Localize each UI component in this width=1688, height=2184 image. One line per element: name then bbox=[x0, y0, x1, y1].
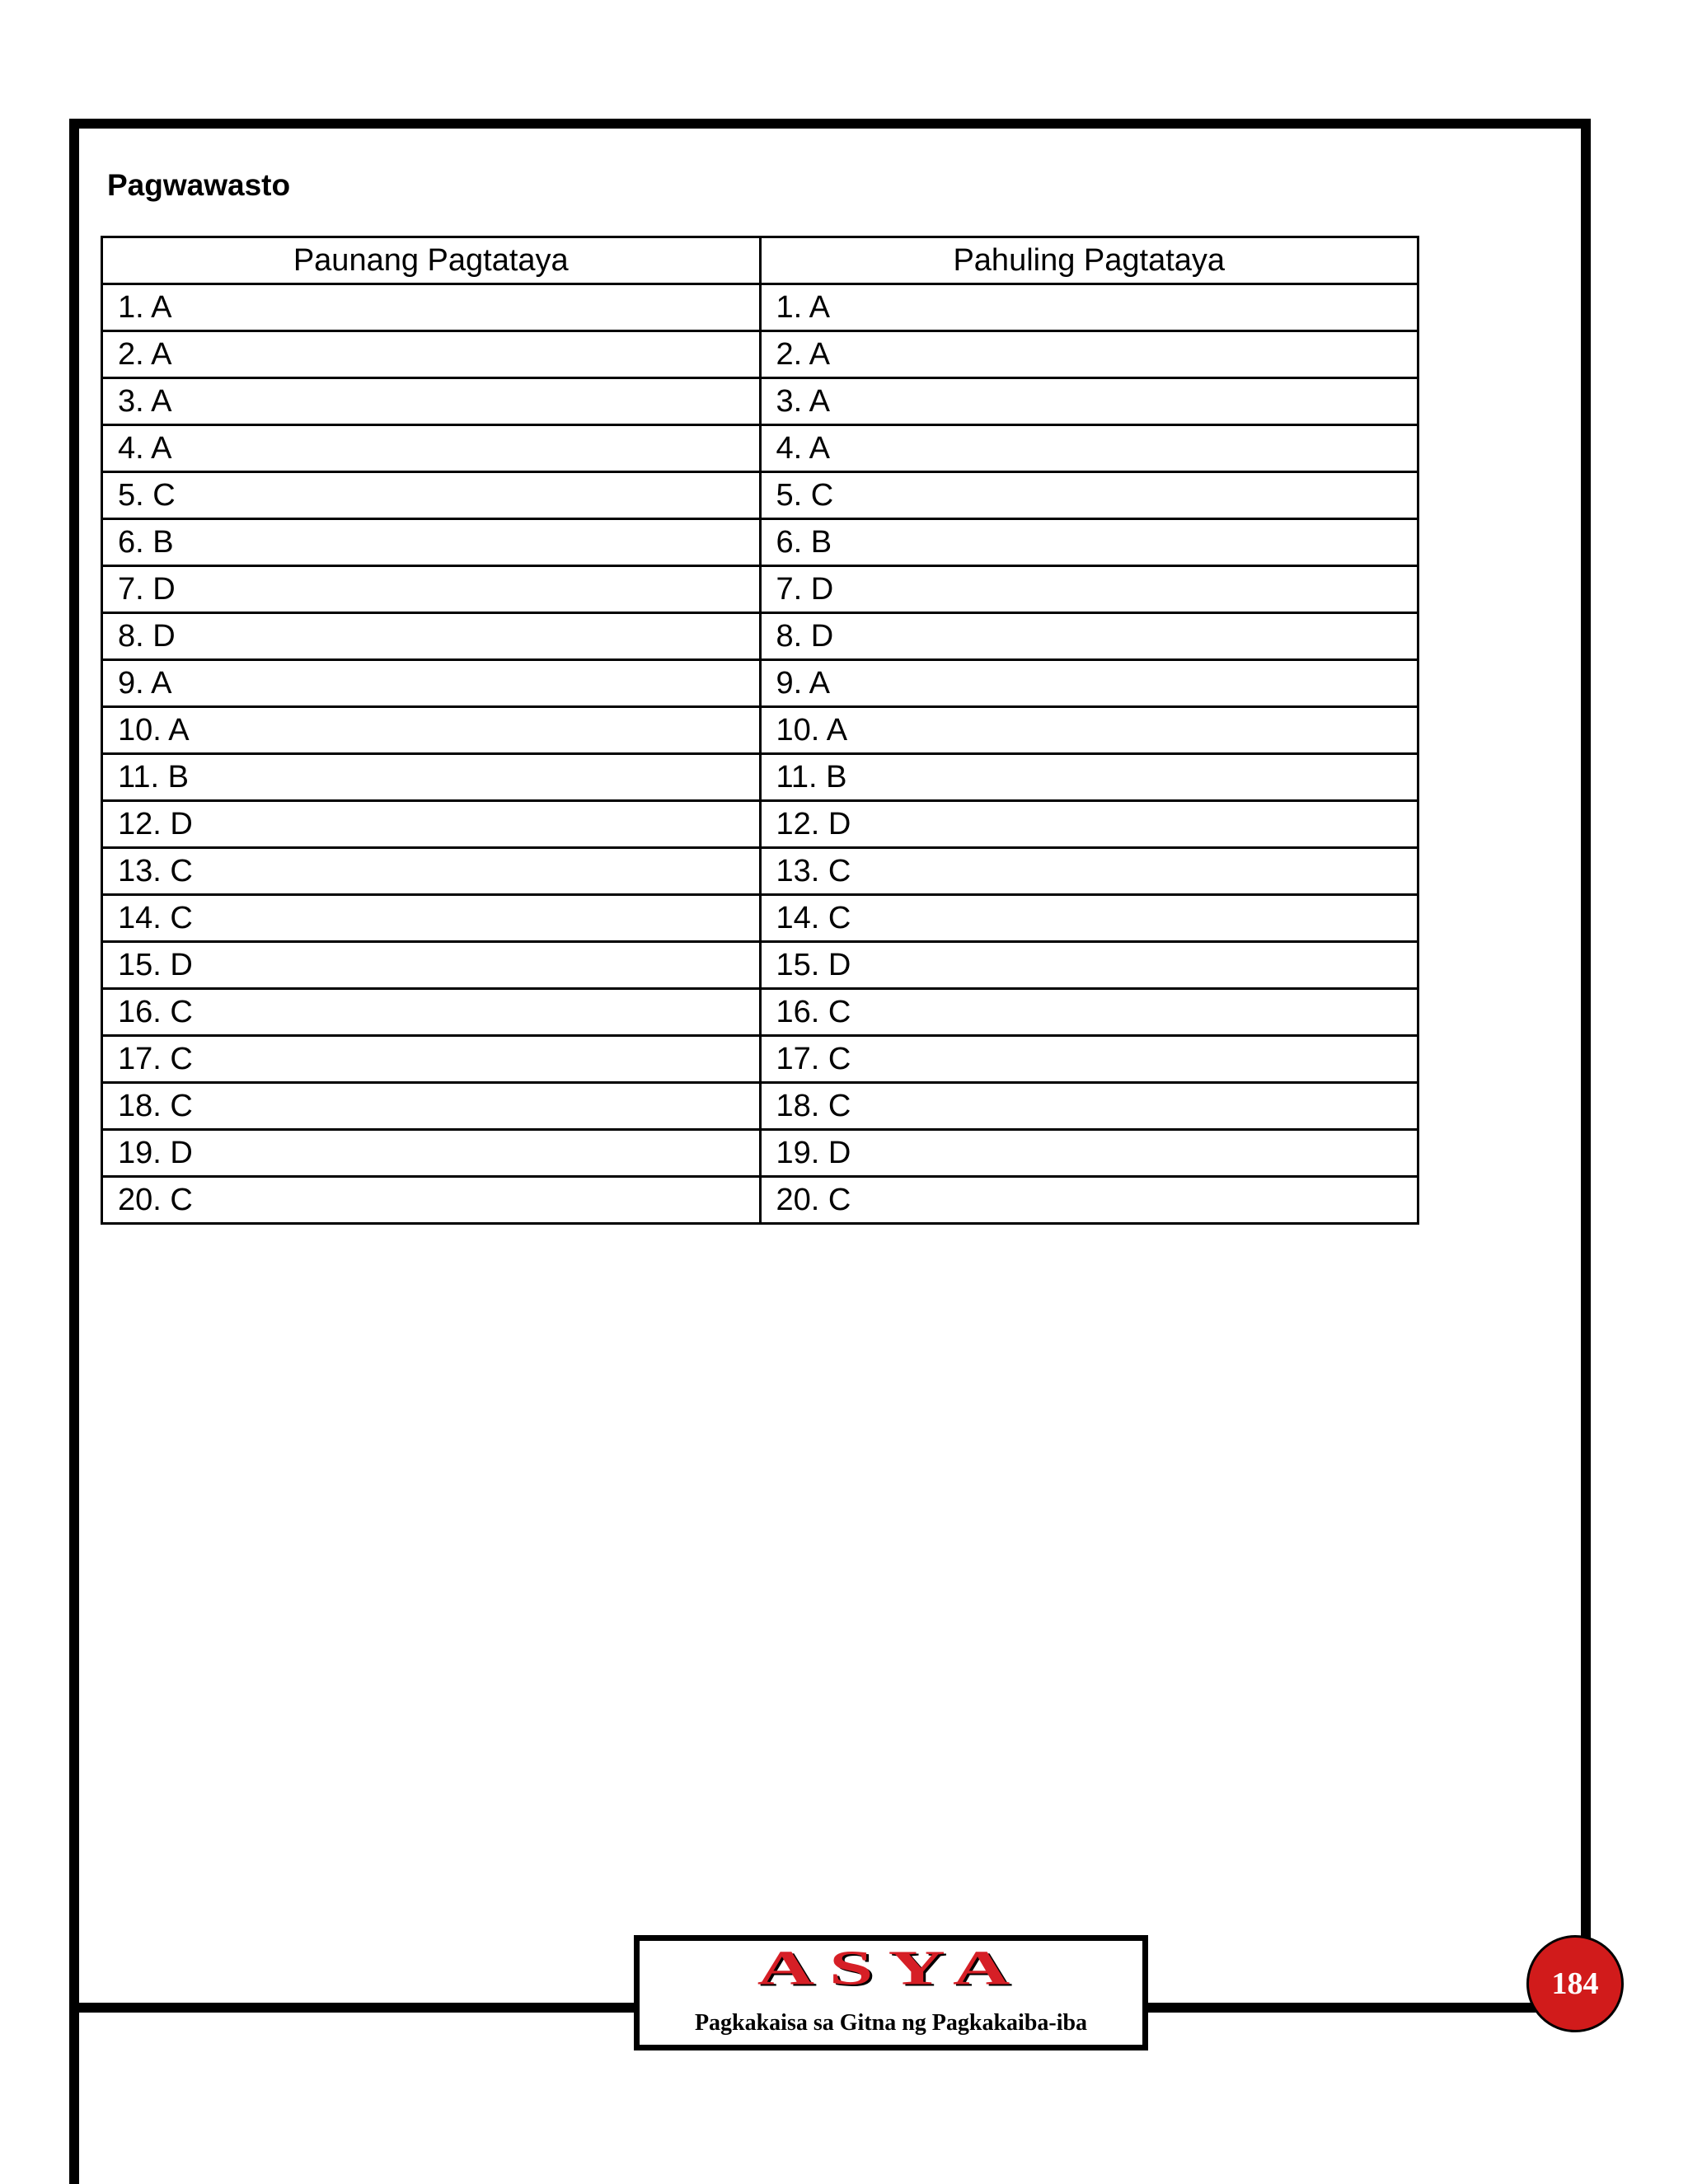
posttest-answer: 20. C bbox=[760, 1177, 1418, 1224]
table-row bbox=[102, 942, 1418, 989]
page-frame-top bbox=[69, 119, 1591, 129]
pretest-answer: 6. B bbox=[102, 519, 761, 566]
pretest-answer: 17. C bbox=[102, 1036, 761, 1083]
pretest-answer: 4. A bbox=[102, 425, 761, 472]
table-row bbox=[102, 425, 1418, 472]
posttest-answer: 13. C bbox=[760, 848, 1418, 895]
column-header-posttest: Pahuling Pagtataya bbox=[760, 237, 1418, 284]
pretest-answer: 14. C bbox=[102, 895, 761, 942]
table-row bbox=[102, 284, 1418, 331]
answer-key-table bbox=[101, 236, 1419, 1225]
pretest-answer: 16. C bbox=[102, 989, 761, 1036]
posttest-answer: 10. A bbox=[760, 707, 1418, 754]
pretest-answer: 5. C bbox=[102, 472, 761, 519]
table-row bbox=[102, 566, 1418, 613]
posttest-answer: 8. D bbox=[760, 613, 1418, 660]
table-row bbox=[102, 472, 1418, 519]
posttest-answer: 15. D bbox=[760, 942, 1418, 989]
pretest-answer: 1. A bbox=[102, 284, 761, 331]
posttest-answer: 17. C bbox=[760, 1036, 1418, 1083]
posttest-answer: 1. A bbox=[760, 284, 1418, 331]
table-row bbox=[102, 1083, 1418, 1130]
table-row bbox=[102, 848, 1418, 895]
table-row bbox=[102, 613, 1418, 660]
pretest-answer: 3. A bbox=[102, 378, 761, 425]
table-row bbox=[102, 707, 1418, 754]
pretest-answer: 20. C bbox=[102, 1177, 761, 1224]
table-row bbox=[102, 660, 1418, 707]
table-row bbox=[102, 331, 1418, 378]
table-row bbox=[102, 1177, 1418, 1224]
pretest-answer: 9. A bbox=[102, 660, 761, 707]
pretest-answer: 18. C bbox=[102, 1083, 761, 1130]
pretest-answer: 13. C bbox=[102, 848, 761, 895]
pretest-answer: 11. B bbox=[102, 754, 761, 801]
logo-tagline: Pagkakaisa sa Gitna ng Pagkakaiba-iba bbox=[694, 2010, 1088, 2036]
posttest-answer: 16. C bbox=[760, 989, 1418, 1036]
column-header-pretest: Paunang Pagtataya bbox=[102, 237, 761, 284]
page-number-badge bbox=[1526, 1935, 1624, 2032]
posttest-answer: 12. D bbox=[760, 801, 1418, 848]
table-row bbox=[102, 1130, 1418, 1177]
posttest-answer: 9. A bbox=[760, 660, 1418, 707]
pretest-answer: 8. D bbox=[102, 613, 761, 660]
posttest-answer: 14. C bbox=[760, 895, 1418, 942]
posttest-answer: 6. B bbox=[760, 519, 1418, 566]
table-row bbox=[102, 895, 1418, 942]
pretest-answer: 10. A bbox=[102, 707, 761, 754]
posttest-answer: 18. C bbox=[760, 1083, 1418, 1130]
posttest-answer: 2. A bbox=[760, 331, 1418, 378]
posttest-answer: 7. D bbox=[760, 566, 1418, 613]
table-row bbox=[102, 801, 1418, 848]
asya-logo bbox=[634, 1935, 1148, 2050]
section-title: Pagwawasto bbox=[107, 168, 291, 202]
page-number: 184 bbox=[1551, 1966, 1599, 2001]
table-row bbox=[102, 378, 1418, 425]
posttest-answer: 4. A bbox=[760, 425, 1418, 472]
posttest-answer: 11. B bbox=[760, 754, 1418, 801]
table-header-row bbox=[102, 237, 1418, 284]
pretest-answer: 12. D bbox=[102, 801, 761, 848]
pretest-answer: 19. D bbox=[102, 1130, 761, 1177]
posttest-answer: 5. C bbox=[760, 472, 1418, 519]
pretest-answer: 7. D bbox=[102, 566, 761, 613]
pretest-answer: 15. D bbox=[102, 942, 761, 989]
posttest-answer: 19. D bbox=[760, 1130, 1418, 1177]
pretest-answer: 2. A bbox=[102, 331, 761, 378]
table-row bbox=[102, 989, 1418, 1036]
table-row bbox=[102, 754, 1418, 801]
page-frame-right bbox=[1581, 119, 1591, 2013]
table-row bbox=[102, 519, 1418, 566]
logo-wordmark: ASYA bbox=[757, 1940, 1025, 1995]
table-row bbox=[102, 1036, 1418, 1083]
page-frame-left bbox=[69, 119, 79, 2184]
posttest-answer: 3. A bbox=[760, 378, 1418, 425]
